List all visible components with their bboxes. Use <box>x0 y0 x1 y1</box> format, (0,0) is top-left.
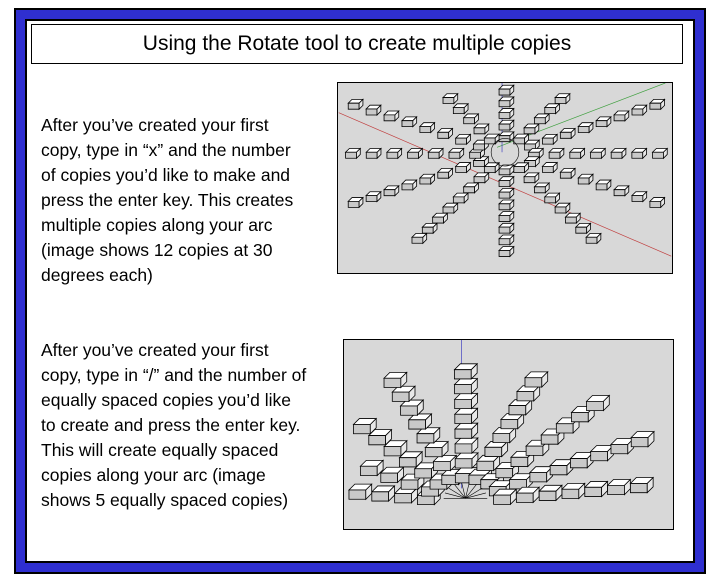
copy-box <box>366 105 381 115</box>
copy-box <box>346 148 361 158</box>
copy-box <box>384 372 407 387</box>
copy-box <box>608 479 631 494</box>
copy-box <box>456 134 471 144</box>
copy-box <box>524 124 539 134</box>
copy-box <box>433 213 448 223</box>
copy-box <box>499 97 514 107</box>
copy-box <box>587 395 610 410</box>
copy-box <box>550 460 573 475</box>
copy-box <box>524 173 539 183</box>
copy-box <box>545 193 560 203</box>
copy-box <box>494 489 517 504</box>
rotation-fan-line <box>449 488 466 498</box>
copy-box <box>578 174 593 184</box>
copy-box <box>402 180 417 190</box>
copy-box <box>525 372 548 387</box>
copy-box <box>516 487 539 502</box>
copy-box <box>534 183 549 193</box>
copy-box <box>455 408 478 423</box>
copy-box <box>585 481 608 496</box>
copy-box <box>348 99 363 109</box>
copy-box <box>420 123 435 133</box>
copy-box <box>453 104 468 114</box>
fan-copies-drawing <box>344 340 673 529</box>
copy-box <box>591 446 614 461</box>
copy-box <box>631 432 654 447</box>
copy-box <box>632 192 647 202</box>
copy-box <box>562 483 585 498</box>
copy-box <box>484 134 499 144</box>
rotation-fan-line <box>445 493 465 498</box>
copy-box <box>586 233 601 243</box>
copy-box <box>509 400 532 415</box>
copy-box <box>499 188 514 198</box>
copy-box <box>611 148 626 158</box>
copy-box <box>653 148 668 158</box>
copy-box <box>570 148 585 158</box>
copy-box <box>630 478 653 493</box>
copy-box <box>499 223 514 233</box>
copy-box <box>455 438 478 453</box>
copy-box <box>443 94 458 104</box>
copy-box <box>560 129 575 139</box>
copy-box <box>485 441 508 456</box>
copy-box <box>549 148 564 158</box>
copy-box <box>596 117 611 127</box>
slide-frame <box>14 8 706 574</box>
section1-text: After you’ve created your first copy, type in “x” and the number of copies you’d like to make and press the enter key. This creates multiple copies along your arc (image shows 12 copies at 30 degrees each) <box>41 115 294 285</box>
copy-box <box>499 235 514 245</box>
copy-box <box>499 177 514 187</box>
copy-box <box>542 163 557 173</box>
copy-box <box>542 134 557 144</box>
copy-box <box>420 174 435 184</box>
copy-box <box>499 212 514 222</box>
copy-box <box>387 148 402 158</box>
copy-box <box>412 233 427 243</box>
copy-box <box>453 193 468 203</box>
copy-box <box>425 442 448 457</box>
copy-box <box>395 488 418 503</box>
copy-box <box>454 364 477 379</box>
copy-box <box>417 428 440 443</box>
copy-box <box>650 99 665 109</box>
copy-box <box>560 168 575 178</box>
copy-box <box>381 467 404 482</box>
copy-box <box>591 148 606 158</box>
copy-box <box>499 200 514 210</box>
copy-box <box>510 474 533 489</box>
copy-box <box>464 114 479 124</box>
copy-box <box>499 120 514 130</box>
copy-box <box>348 198 363 208</box>
copy-box <box>366 192 381 202</box>
copy-box <box>455 453 478 468</box>
copy-box <box>650 198 665 208</box>
rotation-fan-line <box>465 493 485 498</box>
copy-box <box>455 423 478 438</box>
radial-copies-image <box>337 82 673 274</box>
copy-box <box>434 455 457 470</box>
copy-box <box>384 186 399 196</box>
copy-box <box>499 85 514 95</box>
copy-box <box>534 114 549 124</box>
copy-box <box>474 173 489 183</box>
rotation-fan-line <box>465 488 482 498</box>
copy-box <box>456 163 471 173</box>
copy-box <box>443 203 458 213</box>
copy-box <box>499 165 514 175</box>
copy-box <box>545 104 560 114</box>
copy-box <box>464 183 479 193</box>
copy-box <box>493 428 516 443</box>
copy-box <box>570 453 593 468</box>
copy-box <box>409 414 432 429</box>
copy-box <box>366 148 381 158</box>
copy-box <box>576 223 591 233</box>
copy-box <box>530 467 553 482</box>
copy-box <box>349 484 372 499</box>
copy-box <box>422 223 437 233</box>
section2-text: After you’ve created your first copy, type in “/” and the number of equally spaced copies you’d like to create and press the enter key. This will create equally spaced copies along your arc (image shows 5 equally spaced copies) <box>41 340 307 510</box>
fan-copies-image <box>343 339 674 530</box>
copy-box <box>517 386 540 401</box>
copy-box <box>614 111 629 121</box>
copy-box <box>514 163 529 173</box>
copy-box <box>614 186 629 196</box>
copy-box <box>360 460 383 475</box>
copy-box <box>499 247 514 257</box>
copy-box <box>474 124 489 134</box>
slide-title: Using the Rotate tool to create multiple copies <box>31 24 683 64</box>
copy-box <box>499 109 514 119</box>
slide-panel <box>25 19 695 563</box>
rotation-center <box>491 138 519 166</box>
copy-box <box>384 111 399 121</box>
copy-box <box>455 393 478 408</box>
copy-box <box>455 379 478 394</box>
copy-box <box>539 485 562 500</box>
copy-box <box>392 386 415 401</box>
copy-box <box>402 117 417 127</box>
copy-box <box>449 148 464 158</box>
copy-box <box>578 123 593 133</box>
copy-box <box>555 203 570 213</box>
copy-box <box>611 439 634 454</box>
copy-box <box>438 168 453 178</box>
copy-box <box>565 213 580 223</box>
copy-box <box>632 148 647 158</box>
radial-copies-drawing <box>338 83 672 273</box>
copy-box <box>408 148 423 158</box>
copy-box <box>596 180 611 190</box>
copy-box <box>401 400 424 415</box>
copy-box <box>555 94 570 104</box>
copy-box <box>438 129 453 139</box>
copy-box <box>428 148 443 158</box>
copy-box <box>501 414 524 429</box>
copy-box <box>372 486 395 501</box>
copy-box <box>353 419 376 434</box>
copy-box <box>632 105 647 115</box>
